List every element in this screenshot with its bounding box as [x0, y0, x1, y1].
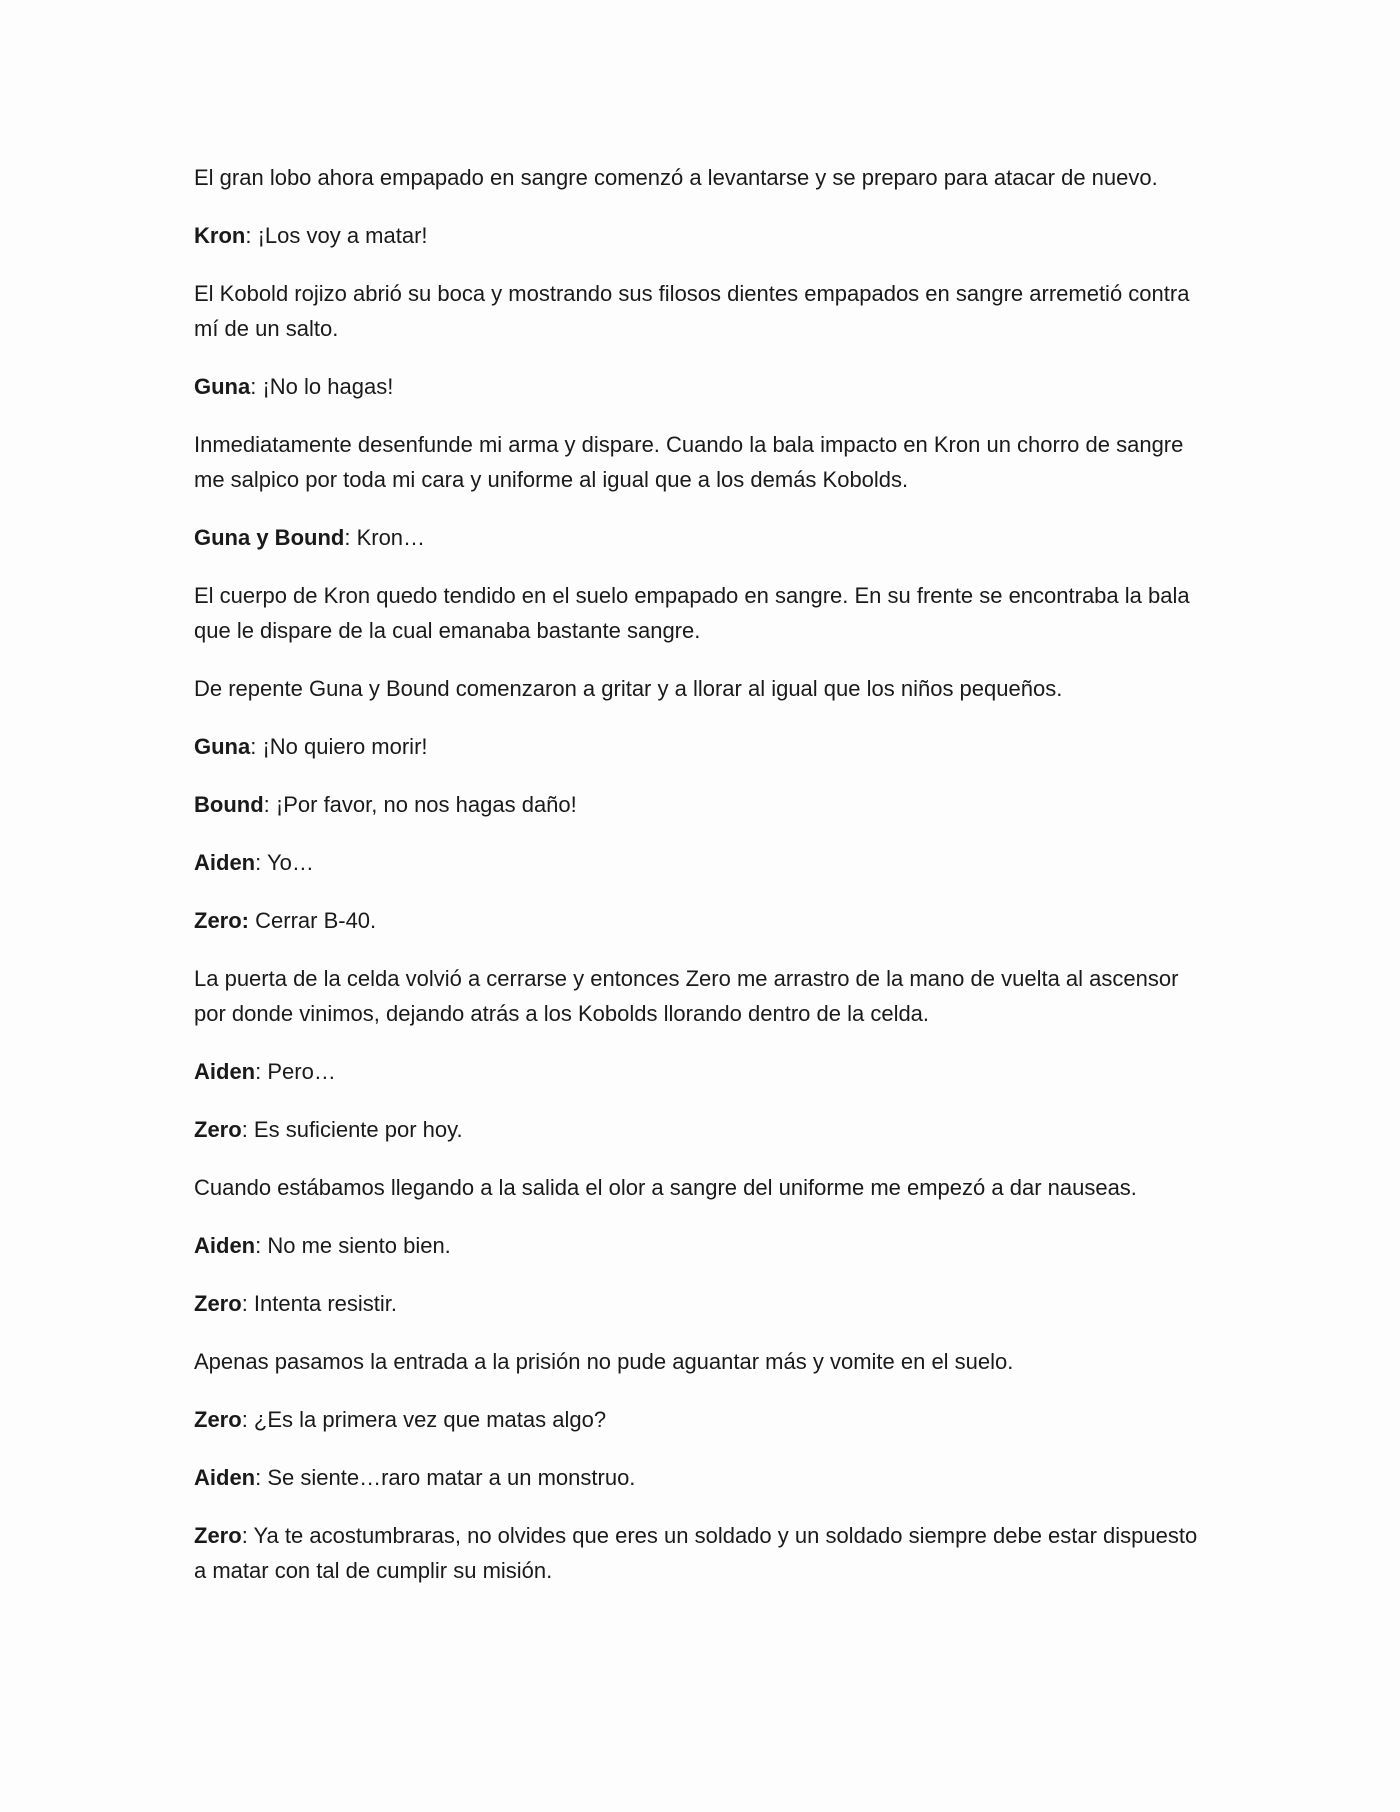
speaker-name: Aiden — [194, 1465, 256, 1490]
speaker-separator: : — [255, 1233, 268, 1258]
speaker-name: Guna — [194, 734, 251, 759]
speaker-separator: : — [250, 374, 263, 399]
speaker-name: Zero — [194, 1117, 242, 1142]
speaker-separator: : — [255, 850, 267, 875]
speaker-name: Zero — [194, 1407, 242, 1432]
speaker-name: Zero — [194, 1291, 242, 1316]
dialogue-line — [194, 845, 1204, 880]
narration-paragraph — [194, 1344, 1204, 1379]
dialogue-text: Kron… — [356, 525, 426, 550]
dialogue-text: Intenta resistir. — [253, 1291, 397, 1316]
dialogue-line — [194, 1054, 1204, 1089]
dialogue-text: No me siento bien. — [267, 1233, 451, 1258]
speaker-name: Aiden — [194, 1059, 256, 1084]
dialogue-line — [194, 520, 1204, 555]
speaker-name: Guna y Bound — [194, 525, 345, 550]
speaker-name: Zero: — [194, 908, 249, 933]
speaker-separator: : — [250, 734, 263, 759]
speaker-name: Bound — [194, 792, 264, 817]
narration-paragraph — [194, 276, 1204, 346]
document-body — [194, 160, 1204, 1611]
narration-text: Apenas pasamos la entrada a la prisión no pude aguantar más y vomite en el suelo. — [194, 1349, 1014, 1374]
dialogue-text: ¡Los voy a matar! — [257, 223, 428, 248]
dialogue-line — [194, 1460, 1204, 1495]
dialogue-text: Es suficiente por hoy. — [253, 1117, 463, 1142]
narration-paragraph — [194, 671, 1204, 706]
narration-text: El Kobold rojizo abrió su boca y mostrando sus filosos dientes empapados en sangre arremetió contra mí de un salto. — [194, 281, 1190, 341]
dialogue-line — [194, 787, 1204, 822]
dialogue-line — [194, 1112, 1204, 1147]
speaker-separator: : — [245, 223, 258, 248]
narration-paragraph — [194, 1170, 1204, 1205]
dialogue-line — [194, 1402, 1204, 1437]
narration-paragraph — [194, 578, 1204, 648]
dialogue-line — [194, 1228, 1204, 1263]
speaker-separator: : — [241, 1117, 254, 1142]
narration-text: La puerta de la celda volvió a cerrarse y entonces Zero me arrastro de la mano de vuelta al ascensor por donde vinimos, dejando atrás a los Kobolds llorando dentro de la celda. — [194, 966, 1179, 1026]
speaker-name: Guna — [194, 374, 251, 399]
speaker-separator: : — [255, 1059, 268, 1084]
dialogue-text: ¡No lo hagas! — [262, 374, 394, 399]
narration-text: Inmediatamente desenfunde mi arma y dispare. Cuando la bala impacto en Kron un chorro de sangre me salpico por toda mi cara y uniforme al igual que a los demás Kobolds. — [194, 432, 1184, 492]
dialogue-line — [194, 369, 1204, 404]
dialogue-line — [194, 1286, 1204, 1321]
speaker-name: Zero — [194, 1523, 242, 1548]
dialogue-text: ¡No quiero morir! — [262, 734, 428, 759]
dialogue-text: Se siente…raro matar a un monstruo. — [267, 1465, 636, 1490]
dialogue-text: Cerrar B-40. — [255, 908, 377, 933]
dialogue-line — [194, 1518, 1204, 1588]
dialogue-text: ¡Por favor, no nos hagas daño! — [275, 792, 577, 817]
speaker-name: Aiden — [194, 850, 256, 875]
dialogue-text: Pero… — [267, 1059, 336, 1084]
speaker-separator: : — [263, 792, 276, 817]
narration-text: El gran lobo ahora empapado en sangre comenzó a levantarse y se preparo para atacar de nuevo. — [194, 165, 1158, 190]
narration-paragraph — [194, 427, 1204, 497]
dialogue-text: ¿Es la primera vez que matas algo? — [253, 1407, 607, 1432]
speaker-separator: : — [241, 1407, 254, 1432]
speaker-separator: : — [241, 1523, 254, 1548]
narration-paragraph — [194, 160, 1204, 195]
speaker-separator: : — [344, 525, 357, 550]
speaker-separator: : — [241, 1291, 254, 1316]
dialogue-line — [194, 218, 1204, 253]
narration-text: De repente Guna y Bound comenzaron a gritar y a llorar al igual que los niños pequeños. — [194, 676, 1063, 701]
speaker-name: Aiden — [194, 1233, 256, 1258]
speaker-separator: : — [255, 1465, 268, 1490]
dialogue-line — [194, 729, 1204, 764]
narration-text: El cuerpo de Kron quedo tendido en el suelo empapado en sangre. En su frente se encontraba la bala que le dispare de la cual emanaba bastante sangre. — [194, 583, 1190, 643]
dialogue-text: Ya te acostumbraras, no olvides que eres un soldado y un soldado siempre debe estar dispuesto a matar con tal de cumplir su misión. — [194, 1523, 1198, 1583]
dialogue-text: Yo… — [266, 850, 314, 875]
narration-paragraph — [194, 961, 1204, 1031]
speaker-name: Kron — [194, 223, 246, 248]
dialogue-line — [194, 903, 1204, 938]
narration-text: Cuando estábamos llegando a la salida el olor a sangre del uniforme me empezó a dar nauseas. — [194, 1175, 1137, 1200]
